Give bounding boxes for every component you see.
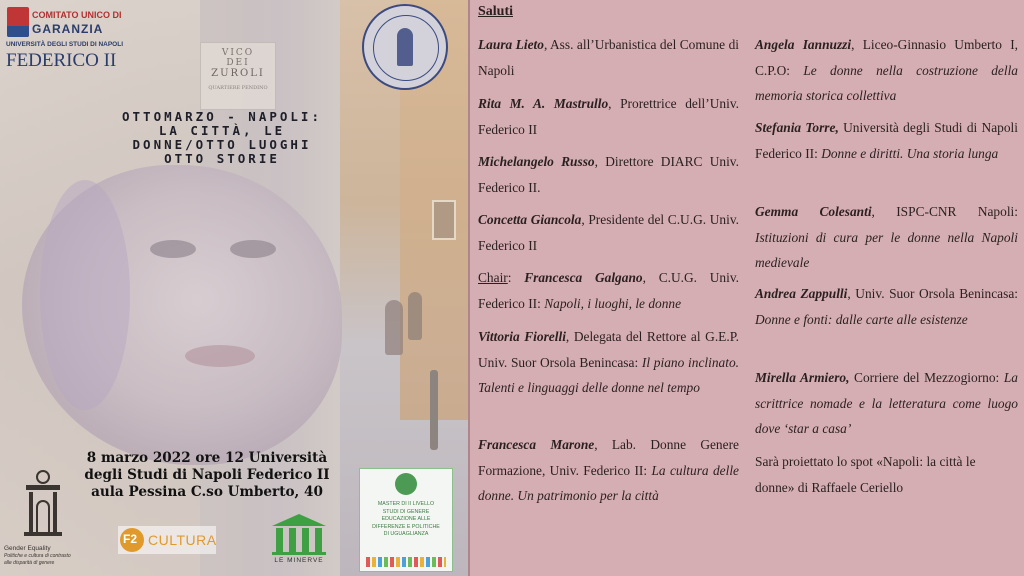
master-line: MASTER DI II LIVELLO <box>377 501 435 507</box>
speaker-name: Francesca Marone <box>478 437 595 452</box>
speaker-role: , Presidente del C.U.G. Univ. Federico II <box>478 212 739 253</box>
minerve-roof-icon <box>272 514 326 526</box>
program-panel <box>468 0 1024 576</box>
gender-equality-line-3: alle disparità di genere <box>4 560 55 566</box>
master-line: STUDI DI GENERE <box>382 508 430 515</box>
speaker-entry <box>755 365 1018 442</box>
gender-equality-line-2: Politiche e cultura di contrasto <box>4 553 71 559</box>
university-seal <box>362 4 448 90</box>
street-sign-line-1: VICO <box>221 48 255 58</box>
f2-word: CULTURA <box>148 532 217 548</box>
master-logo <box>359 468 453 572</box>
mural-hair <box>40 180 130 410</box>
talk-title: Napoli, i luoghi, le donne <box>544 295 682 311</box>
event-title-line-2: LA CITTÀ, LE <box>158 123 286 138</box>
street-sign-line-3: ZUROLI <box>211 68 265 79</box>
street-sign-line-2: DEI <box>226 58 250 68</box>
university-seal-figure <box>397 28 413 66</box>
speaker-role: Università degli Studi di Napoli Federico II: <box>755 120 1018 161</box>
gender-equality-building-icon <box>24 470 62 536</box>
cug-line-4: FEDERICO II <box>6 50 117 71</box>
speaker-name: Concetta Giancola <box>478 212 582 227</box>
pedestrian-figure <box>408 292 422 340</box>
speaker-role: , Liceo-Ginnasio Umberto I, C.P.O: <box>755 37 1018 78</box>
street-pole <box>430 370 438 450</box>
building-window <box>432 200 456 240</box>
cug-emblem-stripe <box>7 26 29 37</box>
speaker-name: Laura Lieto <box>478 37 544 52</box>
speaker-role: , Prorettrice dell’Univ. Federico II <box>478 96 739 137</box>
gender-equality-logo <box>4 468 88 572</box>
speaker-name: Rita M. A. Mastrullo <box>478 96 609 111</box>
chair-label: Chair <box>478 270 508 285</box>
speaker-role: , C.U.G. Univ. Federico II: <box>478 270 739 311</box>
speaker-entry <box>478 32 739 83</box>
speaker-role: , Univ. Suor Orsola Benincasa: <box>847 286 1018 301</box>
talk-title: Donne e diritti. Una storia lunga <box>821 145 999 161</box>
speaker-name: Andrea Zappulli <box>755 286 848 301</box>
speaker-role: , Lab. Donne Genere Formazione, Univ. Federico II: <box>478 437 739 478</box>
speaker-name: Francesca Galgano <box>524 270 643 285</box>
speaker-entry <box>755 281 1018 332</box>
event-title-line-3: DONNE/OTTO LUOGHI <box>132 137 312 152</box>
mural-lips <box>185 345 255 367</box>
minerve-text: LE MINERVE <box>274 557 324 564</box>
speaker-name: Mirella Armiero, <box>755 370 850 385</box>
cug-line-3: UNIVERSITÀ DEGLI STUDI DI NAPOLI <box>6 41 124 48</box>
le-minerve-logo <box>268 514 330 568</box>
f2-prefix: F2 <box>123 532 138 546</box>
speaker-name: Angela Iannuzzi <box>755 37 852 52</box>
event-venue-line: degli Studi di Napoli Federico II <box>84 467 330 483</box>
poster-panel <box>0 0 468 576</box>
speaker-role: , Delegata del Rettore al G.E.P. Univ. Suor Orsola Benincasa: <box>478 329 739 370</box>
speaker-role: , Ass. all’Urbanistica del Comune di Napoli <box>478 37 739 78</box>
speaker-name: Vittoria Fiorelli <box>478 329 566 344</box>
street-sign <box>200 42 276 110</box>
speaker-role: , ISPC-CNR Napoli: <box>871 204 1018 219</box>
speaker-role: Corriere del Mezzogiorno: <box>849 370 1004 385</box>
cug-line-1: COMITATO UNICO DI <box>32 10 122 20</box>
speaker-entry <box>478 324 739 401</box>
chair-separator: : <box>507 270 525 285</box>
event-address-line: aula Pessina C.so Umberto, 40 <box>91 484 323 500</box>
master-line: DI UGUAGLIANZA <box>383 531 429 538</box>
talk-title: La scrittrice nomade e la letteratura come luogo dove ‘star a casa’ <box>755 370 1018 436</box>
event-info <box>62 450 352 501</box>
minerve-columns-icon <box>276 528 322 552</box>
master-text <box>362 501 450 539</box>
master-line: EDUCAZIONE ALLE <box>381 516 431 523</box>
talk-title: Istituzioni di cura per le donne nella Napoli medievale <box>755 229 1018 270</box>
master-line: DIFFERENZE E POLITICHE <box>372 523 440 530</box>
speaker-name: Michelangelo Russo <box>478 154 595 169</box>
speaker-entry <box>478 149 739 200</box>
talk-title: Il piano inclinato. Talenti e linguaggi delle donne nel tempo <box>478 354 739 395</box>
talk-title: Donne e fonti: dalle carte alle esistenze <box>755 311 968 327</box>
speaker-entry <box>478 432 739 509</box>
gender-equality-line-1: Gender Equality <box>4 545 51 552</box>
closing-note: Sarà proiettato lo spot «Napoli: la città le donne» di Raffaele Ceriello <box>755 454 976 495</box>
event-title <box>82 110 362 166</box>
speaker-role: , Direttore DIARC Univ. Federico II. <box>478 154 739 195</box>
speaker-entry <box>755 199 1018 276</box>
pedestrian-figure <box>385 300 403 355</box>
program-heading: Saluti <box>478 4 514 19</box>
mural-eye <box>230 240 276 258</box>
speaker-entry <box>478 265 739 316</box>
speaker-entry <box>478 207 739 258</box>
master-people-icons <box>366 557 446 567</box>
talk-title: La cultura delle donne. Un patrimonio per la città <box>478 462 739 503</box>
cug-line-2: GARANZIA <box>32 22 104 36</box>
talk-title: Le donne nella costruzione della memoria storica collettiva <box>755 62 1018 103</box>
speaker-name: Stefania Torre, <box>755 120 839 135</box>
street-sign-line-4: QUARTIERE PENDINO <box>208 85 268 91</box>
event-title-line-4: OTTO STORIE <box>164 151 280 166</box>
event-title-line-1: OTTOMARZO - NAPOLI: <box>122 109 322 124</box>
event-date-line: 8 marzo 2022 ore 12 Università <box>86 450 328 466</box>
speaker-name: Gemma Colesanti <box>755 204 872 219</box>
f2-cultura-logo <box>118 526 216 554</box>
speaker-entry <box>755 32 1018 109</box>
speaker-entry <box>755 115 1018 166</box>
speaker-entry <box>478 91 739 142</box>
master-seal-icon <box>395 473 417 495</box>
mural-eye <box>150 240 196 258</box>
